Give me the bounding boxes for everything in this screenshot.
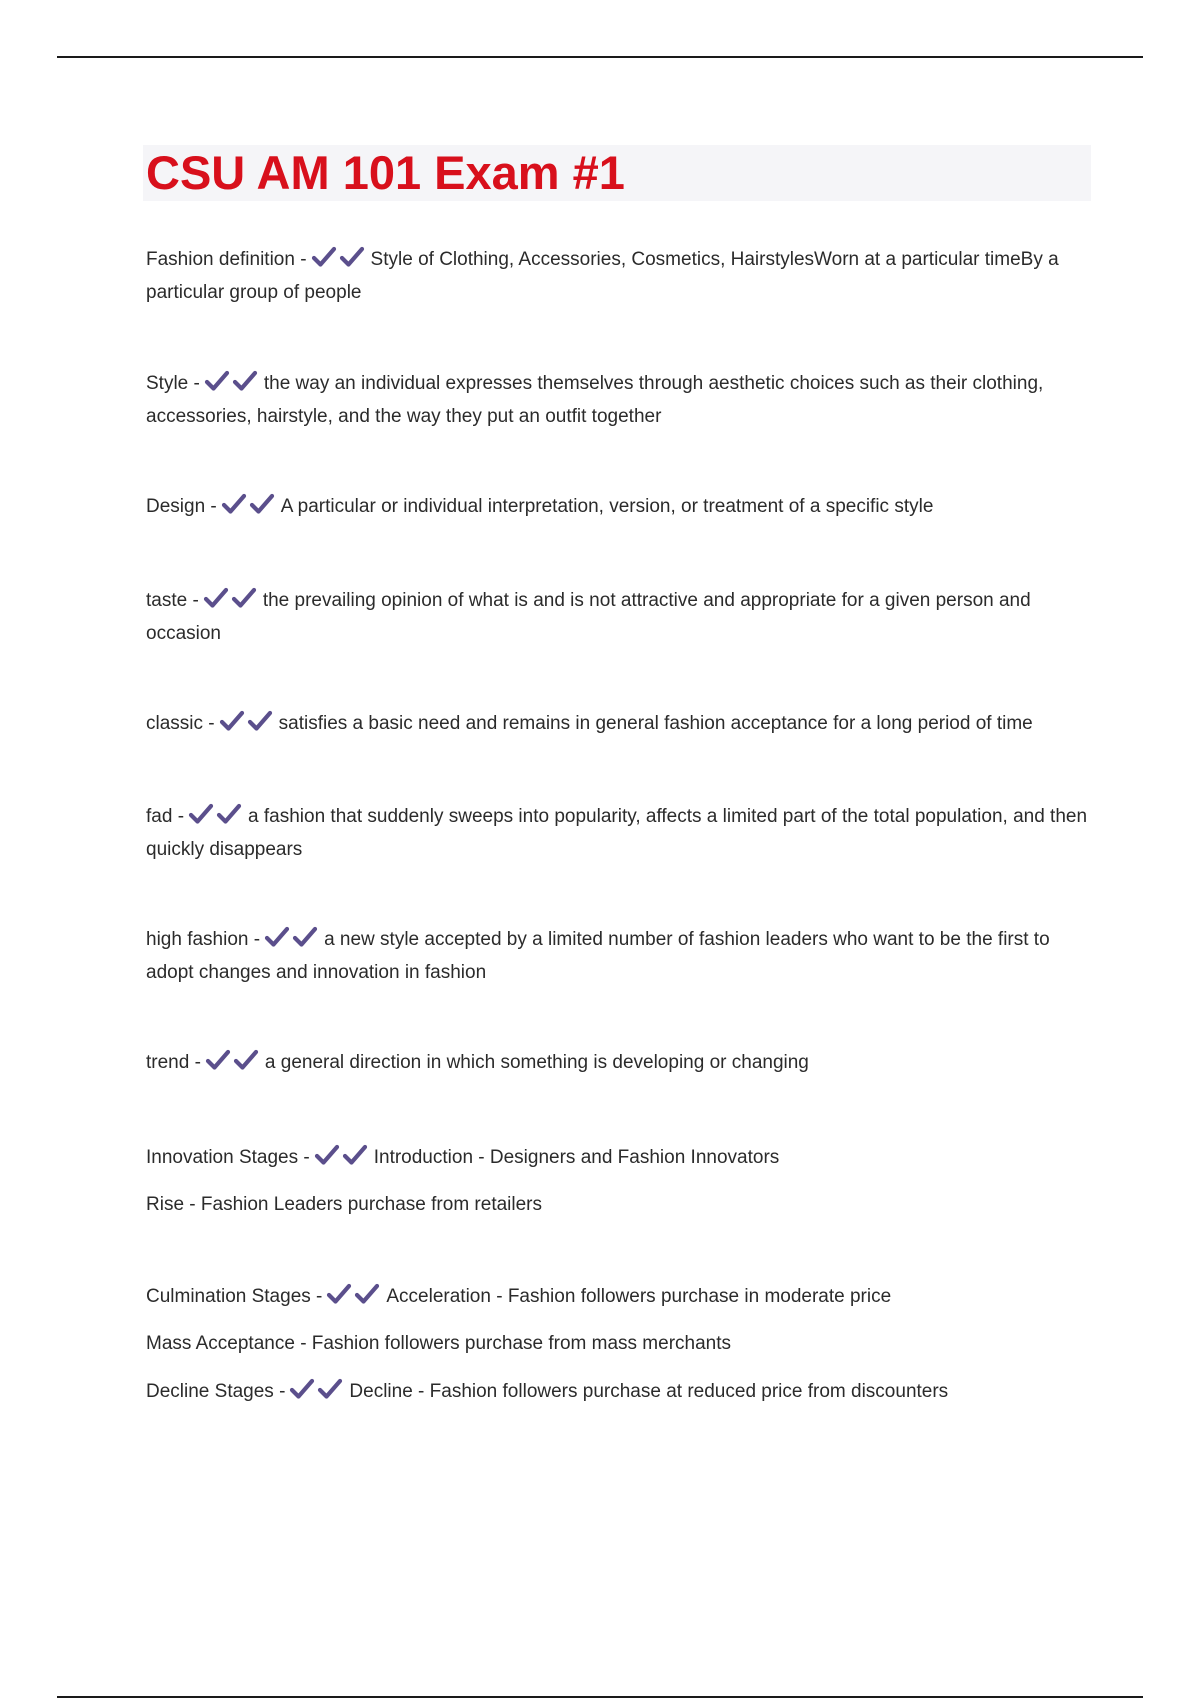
- double-check-icon: [204, 370, 260, 402]
- check-icon: [205, 1049, 231, 1071]
- check-icon: [216, 803, 242, 825]
- entry-term: trend -: [146, 1052, 201, 1073]
- entry-definition: Acceleration - Fashion followers purchase in moderate price: [386, 1286, 892, 1307]
- entry-term: taste -: [146, 590, 199, 611]
- entry-line: [146, 492, 1096, 525]
- double-check-icon: [205, 1049, 261, 1081]
- double-check-icon: [221, 493, 277, 525]
- entry-term: fad -: [146, 806, 185, 827]
- entry-trend: [146, 1048, 1096, 1081]
- entry-fashion-definition: [146, 245, 1096, 308]
- entry-line: [146, 1377, 1096, 1410]
- check-icon: [339, 246, 365, 268]
- document-title: CSU AM 101 Exam #1: [146, 146, 625, 199]
- entry-definition: Introduction - Designers and Fashion Innovators: [373, 1147, 780, 1168]
- check-icon: [249, 493, 275, 515]
- entry-definition: a new style accepted by a limited number of fashion leaders who want to be the first to adopt changes and innovation in fashion: [146, 929, 1050, 983]
- entry-definition: the way an individual expresses themselves through aesthetic choices such as their clothing, accessories, hairstyle, and the way they put an outfit together: [146, 373, 1044, 427]
- check-icon: [247, 710, 273, 732]
- check-icon: [232, 370, 258, 392]
- entry-line: [146, 1143, 1096, 1176]
- check-icon: [231, 587, 257, 609]
- entry-term: Design -: [146, 496, 217, 517]
- check-icon: [203, 587, 229, 609]
- entry-definition: a fashion that suddenly sweeps into popularity, affects a limited part of the total population, and then quickly disappears: [146, 806, 1088, 860]
- entry-term: Innovation Stages -: [146, 1147, 310, 1168]
- check-icon: [314, 1144, 340, 1166]
- check-icon: [233, 1049, 259, 1071]
- check-icon: [317, 1378, 343, 1400]
- check-icon: [342, 1144, 368, 1166]
- top-rule: [57, 56, 1143, 58]
- check-icon: [264, 926, 290, 948]
- entry-extra-line: Mass Acceptance - Fashion followers purchase from mass merchants: [146, 1333, 732, 1354]
- entry-term: Culmination Stages -: [146, 1286, 323, 1307]
- entry-culmination-stages: [146, 1282, 1096, 1359]
- bottom-rule: [57, 1696, 1143, 1698]
- check-icon: [354, 1283, 380, 1305]
- entry-definition: a general direction in which something is developing or changing: [264, 1052, 809, 1073]
- entry-line: [146, 245, 1096, 308]
- entry-innovation-stages: [146, 1143, 1096, 1220]
- entry-term: Fashion definition -: [146, 249, 307, 270]
- entry-decline-stages: [146, 1377, 1096, 1410]
- entry-definition: satisfies a basic need and remains in general fashion acceptance for a long period of time: [278, 713, 1033, 734]
- check-icon: [292, 926, 318, 948]
- entry-extra-line: Rise - Fashion Leaders purchase from retailers: [146, 1194, 543, 1215]
- entry-definition: Decline - Fashion followers purchase at reduced price from discounters: [349, 1381, 949, 1402]
- entry-classic: [146, 709, 1096, 742]
- entry-term: classic -: [146, 713, 215, 734]
- entry-high-fashion: [146, 925, 1096, 988]
- check-icon: [311, 246, 337, 268]
- entry-definition: Style of Clothing, Accessories, Cosmetics, HairstylesWorn at a particular timeBy a particular group of people: [146, 249, 1059, 303]
- double-check-icon: [311, 246, 367, 278]
- check-icon: [204, 370, 230, 392]
- double-check-icon: [314, 1144, 370, 1176]
- check-icon: [326, 1283, 352, 1305]
- entry-line: [146, 925, 1096, 988]
- check-icon: [219, 710, 245, 732]
- check-icon: [289, 1378, 315, 1400]
- double-check-icon: [203, 587, 259, 619]
- entry-line: [146, 709, 1096, 742]
- entry-definition: A particular or individual interpretation, version, or treatment of a specific style: [280, 496, 934, 517]
- entry-term: high fashion -: [146, 929, 261, 950]
- double-check-icon: [289, 1378, 345, 1410]
- entry-fad: [146, 802, 1096, 865]
- entry-line: [146, 586, 1096, 649]
- entry-definition: the prevailing opinion of what is and is not attractive and appropriate for a given person and occasion: [146, 590, 1031, 644]
- check-icon: [188, 803, 214, 825]
- entry-style: [146, 369, 1096, 432]
- check-icon: [221, 493, 247, 515]
- entry-design: [146, 492, 1096, 525]
- entry-line: [146, 1048, 1096, 1081]
- entry-taste: [146, 586, 1096, 649]
- entry-term: Decline Stages -: [146, 1381, 286, 1402]
- entry-line: [146, 802, 1096, 865]
- entry-line: [146, 1282, 1096, 1315]
- entry-line: [146, 369, 1096, 432]
- double-check-icon: [188, 803, 244, 835]
- entry-term: Style -: [146, 373, 200, 394]
- double-check-icon: [326, 1283, 382, 1315]
- double-check-icon: [219, 710, 275, 742]
- double-check-icon: [264, 926, 320, 958]
